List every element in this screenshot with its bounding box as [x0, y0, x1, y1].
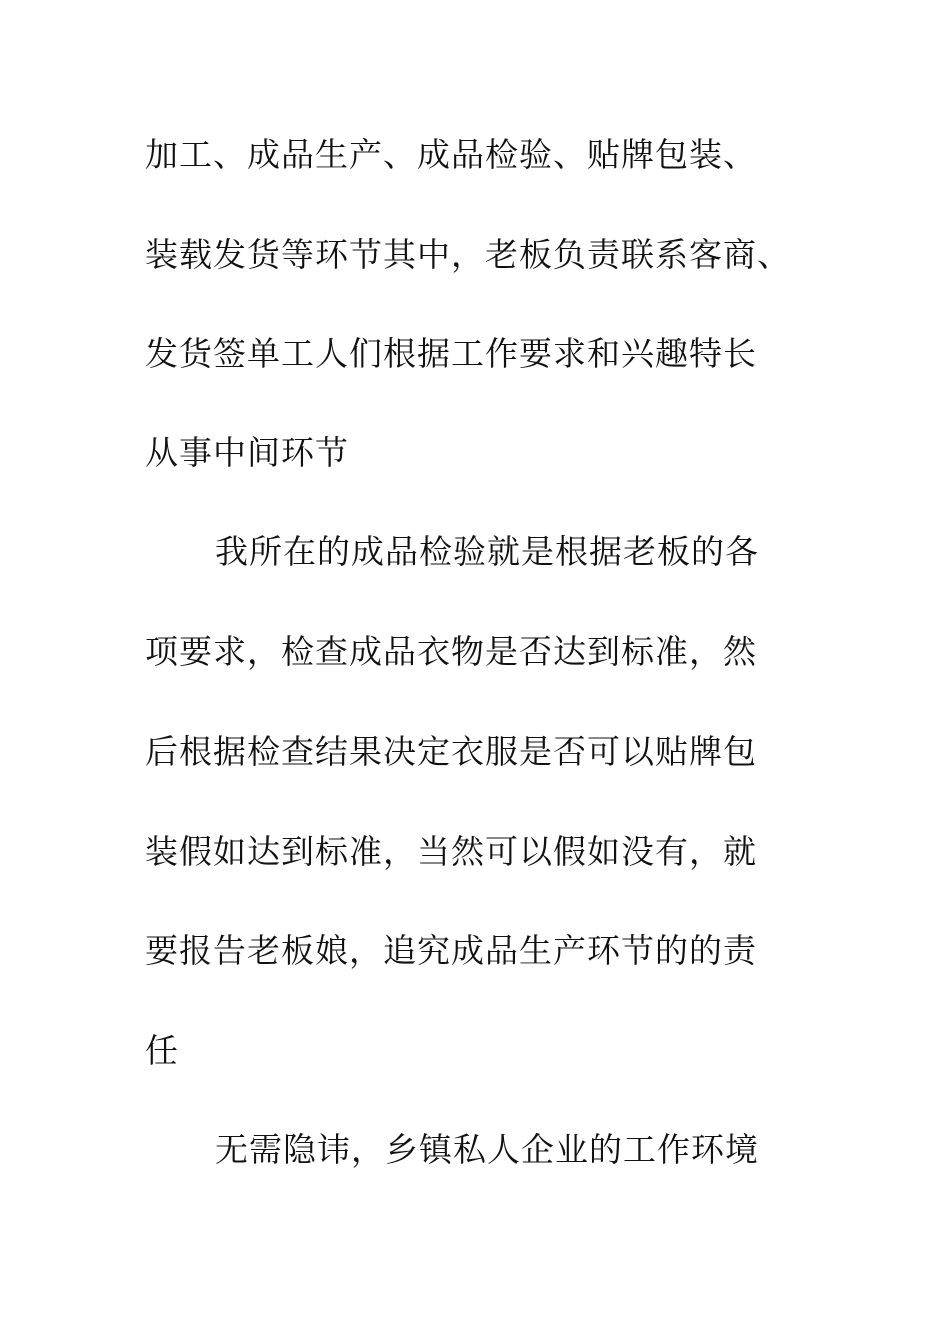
paragraph-2-line-5: 要报告老板娘，追究成品生产环节的的责 [145, 931, 757, 970]
paragraph-2-line-4: 装假如达到标准，当然可以假如没有，就 [145, 832, 757, 871]
paragraph-1-line-3: 发货签单工人们根据工作要求和兴趣特长 [145, 334, 757, 373]
paragraph-2-line-6: 任 [145, 1031, 179, 1070]
paragraph-2-line-3: 后根据检查结果决定衣服是否可以贴牌包 [145, 732, 757, 771]
paragraph-3-line-1: 无需隐讳，乡镇私人企业的工作环境 [215, 1130, 759, 1169]
paragraph-2-line-2: 项要求，检查成品衣物是否达到标准，然 [145, 632, 757, 671]
paragraph-1-line-4: 从事中间环节 [145, 433, 349, 472]
paragraph-1-line-1: 加工、成品生产、成品检验、贴牌包装、 [145, 135, 757, 174]
paragraph-2-line-1: 我所在的成品检验就是根据老板的各 [215, 532, 759, 571]
paragraph-1-line-2: 装载发货等环节其中，老板负责联系客商、 [145, 235, 791, 274]
